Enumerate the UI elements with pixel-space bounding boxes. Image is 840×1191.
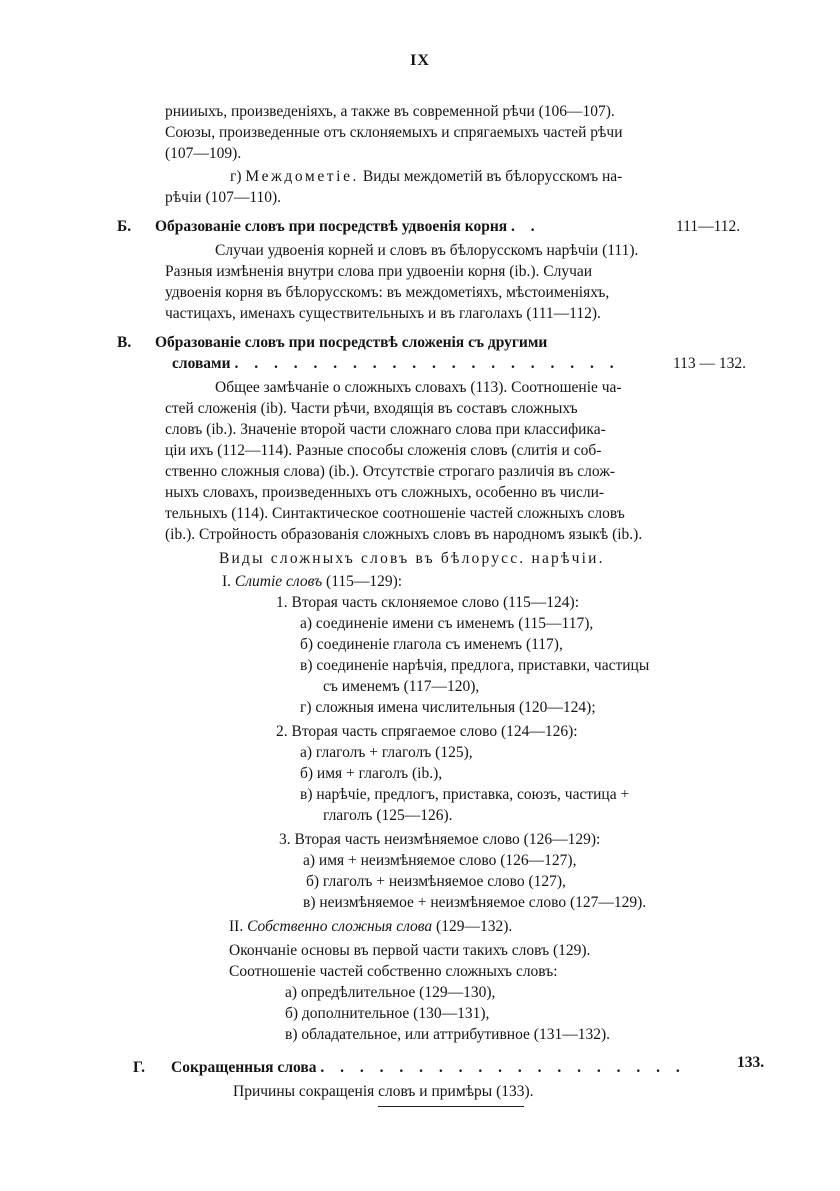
group1-num: I. [222,573,232,590]
sub3-item: б) глаголъ + неизмѣняемое слово (127), [306,873,566,890]
group2-line: Соотношеніе частей собственно сложныхъ словъ: [229,963,558,980]
section-v-line: ныхъ словахъ, произведенныхъ отъ сложныхъ, особенно въ числи- [165,484,605,501]
group1-title: Слитіе словъ [234,573,323,590]
sub3-item: а) имя + неизмѣняемое слово (126—127), [303,852,577,869]
group2-item: а) опредѣлительное (129—130), [285,984,496,1001]
sub3-heading: 3. Вторая часть неизмѣняемое слово (126—129): [279,831,601,848]
section-v-heading [117,333,547,353]
group2-pages: (129—132). [436,918,513,935]
interjection-line [230,167,622,187]
section-v-line: стей сложенія (ib). Части рѣчи, входящія въ составъ сложныхъ [165,400,578,417]
section-b-line: частицахъ, именахъ существительныхъ и въ глаголахъ (111—112). [165,305,601,322]
section-v-title: Образованіе словъ при посредствѣ сложенія съ другими [155,334,548,351]
sub2-heading: 2. Вторая часть спрягаемое слово (124—126): [276,723,578,740]
section-b-line: Разныя измѣненія внутри слова при удвоеніи корня (ib.). Случаи [165,263,593,280]
sub1-item: г) сложныя имена числительныя (120—124); [300,699,596,716]
section-b-letter: Б. [117,218,132,235]
section-b-leader: . . [511,218,541,235]
intro-line: (107—109). [165,145,242,162]
section-b-title: Образованіе словъ при посредствѣ удвоенія корня [155,218,508,235]
section-v-line: ціи ихъ (112—114). Разные способы сложенія словъ (слитія и соб- [165,442,602,459]
sub1-item: в) соединеніе нарѣчія, предлога, приставки, частицы [300,657,650,674]
section-g-pages: 133. [737,1054,765,1071]
section-g-letter: Г. [133,1059,145,1076]
section-b-line: удвоенія корня въ бѣлорусскомъ: въ междометіяхъ, мѣстоименіяхъ, [165,284,610,301]
section-b-pages: 111—112. [676,218,741,235]
kinds-heading: Виды сложныхъ словъ въ бѣлорусс. нарѣчіи. [219,550,605,567]
group2-line: Окончаніе основы въ первой части такихъ словъ (129). [229,942,591,959]
interjection-text: Виды междометій въ бѣлорусскомъ на- [362,168,623,185]
sub2-item: б) имя + глаголъ (ib.), [300,765,443,782]
section-v-pages: 113 — 132. [673,355,747,372]
sub2-item: глаголъ (125—126). [323,807,453,824]
sub1-item: а) соединеніе имени съ именемъ (115—117), [300,615,594,632]
section-v-leader: . . . . . . . . . . . . . . . . . . . . [234,355,620,372]
section-v-title-cont: словами [172,355,231,372]
section-g-title: Сокращенныя слова [171,1059,317,1076]
section-v-line: ственно сложныя слова) (ib.). Отсутствіе строгаго различія въ слож- [165,463,616,480]
intro-line: Союзы, произведенные отъ склоняемыхъ и спрягаемыхъ частей рѣчи [165,124,623,141]
intro-line: рнииыхъ, произведеніяхъ, а также въ современной рѣчи (106—107). [165,103,615,120]
group2-heading [229,917,512,937]
section-g-line: Причины сокращенія словъ и примѣры (133). [233,1083,534,1100]
section-v-line: Общее замѣчаніе о сложныхъ словахъ (113). Соотношеніе ча- [215,379,622,396]
section-b-heading [117,217,541,237]
sub2-item: а) глаголъ + глаголъ (125), [300,744,473,761]
sub2-item: в) нарѣчіе, предлогъ, приставка, союзъ, частица + [300,786,630,803]
interjection-letter: г) [230,168,242,185]
group2-title: Собственно сложныя слова [247,918,433,935]
section-v-letter: В. [117,334,132,351]
section-v-line: словъ (ib.). Значеніе второй части сложнаго слова при классифика- [165,421,606,438]
page-number: IX [410,52,430,69]
group1-heading [222,572,402,592]
section-g-heading [133,1058,686,1078]
group2-num: II. [229,918,244,935]
section-g-leader: . . . . . . . . . . . . . . . . . . . [320,1059,686,1076]
sub1-item: съ именемъ (117—120), [323,678,480,695]
section-b-line: Случаи удвоенія корней и словъ въ бѣлорусскомъ нарѣчіи (111). [215,242,639,259]
group1-pages: (115—129): [326,573,403,590]
sub1-heading: 1. Вторая часть склоняемое слово (115—124): [276,594,580,611]
sub3-item: в) неизмѣняемое + неизмѣняемое слово (127—129). [303,894,647,911]
interjection-line: рѣчіи (107—110). [165,189,282,206]
closing-rule [378,1106,524,1107]
section-v-line: тельныхъ (114). Синтактическое соотношеніе частей сложныхъ словъ [165,505,625,522]
interjection-term: Междометіе. [245,168,360,185]
sub1-item: б) соединеніе глагола съ именемъ (117), [300,636,563,653]
section-v-heading-cont [172,354,620,374]
group2-item: б) дополнительное (130—131), [285,1005,490,1022]
group2-item: в) обладательное, или аттрибутивное (131—132). [285,1026,610,1043]
section-v-line: (ib.). Стройность образованія сложныхъ словъ въ народномъ языкѣ (ib.). [165,526,643,543]
